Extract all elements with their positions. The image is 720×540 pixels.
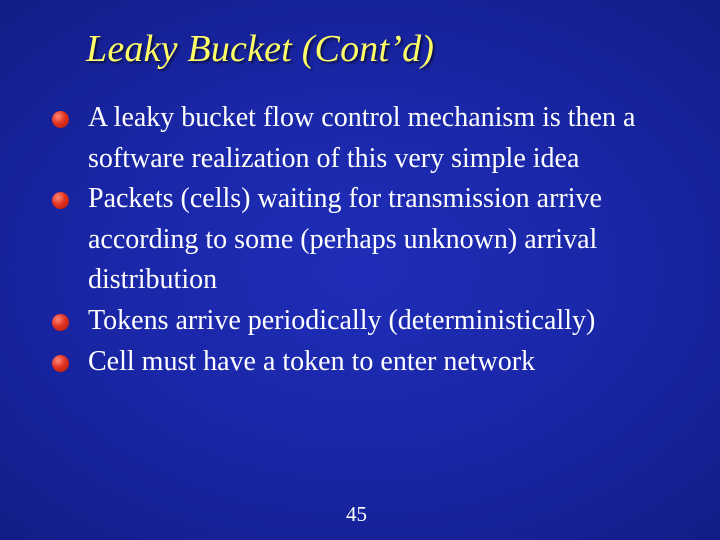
bullet-icon: [52, 192, 69, 209]
bullet-text: Cell must have a token to enter network: [88, 345, 536, 377]
bullet-icon: [52, 355, 69, 372]
bullet-text: Packets (cells) waiting for transmission arrive according to some (perhaps unknown) arrival distribution: [88, 183, 602, 296]
bullet-item: [0, 342, 648, 383]
bullet-item: [0, 301, 648, 342]
bullet-list: [0, 98, 648, 382]
page-number: 45: [346, 502, 367, 526]
bullet-text: A leaky bucket flow control mechanism is then a software realization of this very simple idea: [88, 102, 636, 174]
bullet-item: [0, 179, 648, 301]
bullet-icon: [52, 111, 69, 128]
slide-title: Leaky Bucket (Cont’d): [86, 28, 435, 70]
bullet-icon: [52, 314, 69, 331]
bullet-item: [0, 98, 648, 179]
bullet-text: Tokens arrive periodically (deterministically): [88, 304, 596, 336]
